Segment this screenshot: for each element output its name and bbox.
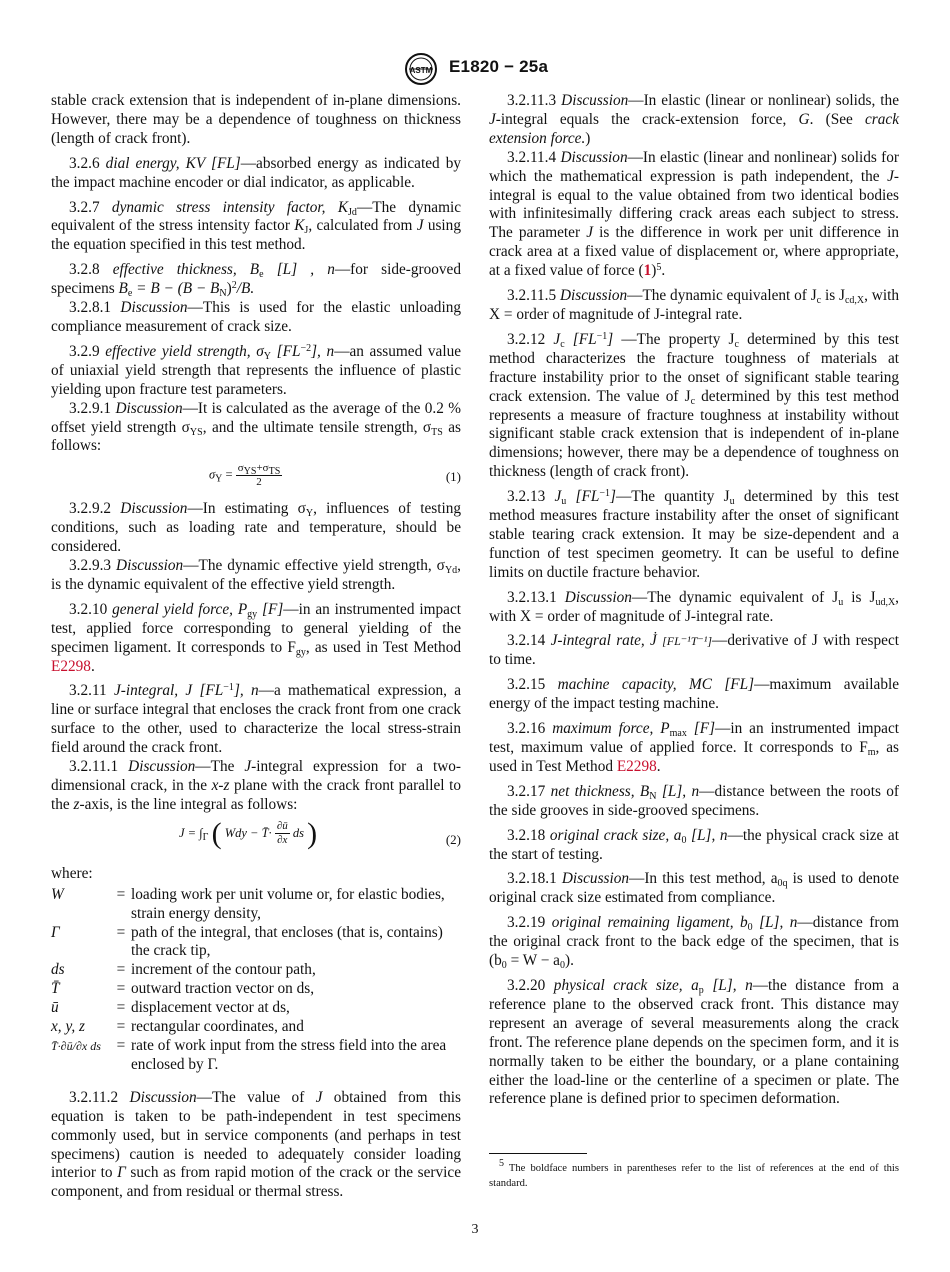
- definition-3-2-7: 3.2.7 dynamic stress intensity factor, $K_{Jd}—The$ dynamic equivalent of the stress intensity factor $K_J$, calculated from J using the equation specified in this test method.: [51, 198, 462, 254]
- symbol-definitions: [51, 886, 461, 1075]
- definition-3-2-20: 3.2.20 physical crack size, $a_p$ [L], n—the distance from a reference plane to the observed crack front. This distance may represent an average of several measurements along the crack front. The reference plane depends on the specimen form, and it is normally taken to be either the boundary, or a plane containing either the load-line or the centerline of a specimen or plate. The reference plane is defined prior to specimen deformation.: [489, 976, 899, 1108]
- discussion-3-2-18-1: 3.2.18.1 Discussion—In this test method, $a_{0q}$ is used to denote original crack size estimated from compliance.: [489, 870, 899, 907]
- definition-eq: =: [116, 923, 126, 941]
- definition-eq: =: [116, 999, 126, 1017]
- discussion-3-2-9-1: 3.2.9.1 Discussion—It is calculated as the average of the 0.2 % offset yield strength $\sigma_{YS}$, and the ultimate tensile strength, $\sigma_{TS}$ as follows:: [51, 399, 462, 455]
- definition-eq: =: [116, 980, 126, 998]
- definition-eq: =: [116, 961, 126, 979]
- definition-sym: T̄·∂ū/∂x ds: [51, 1038, 101, 1053]
- discussion-3-2-9-2: 3.2.9.2 Discussion—In estimating $\sigma_Y$, influences of testing conditions, such as loading rate and temperature, should be considered.: [51, 500, 461, 556]
- definition-text: rectangular coordinates, and: [131, 1018, 304, 1036]
- definition-3-2-14: 3.2.14 J-integral rate, J̇ [FL⁻¹T⁻¹]—derivative of J with respect to time.: [489, 632, 899, 669]
- definition-eq: =: [116, 1036, 126, 1054]
- definition-text: increment of the contour path,: [131, 961, 316, 979]
- footnote: $^5$ The boldface numbers in parentheses refer to the list of references at the end of this standard.: [489, 1158, 899, 1189]
- definition-sym: T̄: [51, 980, 60, 998]
- discussion-3-2-13-1: 3.2.13.1 Discussion—The dynamic equivalent of $J_u$ is $J_{ud,X}$, with X = order of magnitude of J-integral rate.: [489, 588, 899, 625]
- definition-3-2-11: 3.2.11 J-integral, J $[FL^{-1}]$, n—a mathematical expression, a line or surface integral that encloses the crack front from one crack surface to the other, used to characterize the local stress-strain field around the crack front.: [51, 682, 462, 757]
- definition-row: [51, 980, 461, 999]
- definition-text: outward traction vector on ds,: [131, 980, 315, 998]
- definition-text: path of the integral, that encloses (that is, contains) the crack tip,: [131, 923, 443, 960]
- page-number: 3: [471, 1222, 479, 1237]
- definition-text: rate of work input from the stress field into the area enclosed by Γ.: [131, 1036, 447, 1073]
- definition-3-2-12: 3.2.12 $J_c$ $[FL^{-1}]$ —The property $J_c$ determined by this test method characterizes the fracture toughness of materials at fracture instability prior to the onset of significant stable tearing crack extension. The value of $J_c$ determined by this test method represents a measure of fracture toughness at instability without significant stable crack extension that is independent of in-plane dimensions; however, there may be a dependence of toughness on thickness (length of crack front).: [489, 330, 900, 481]
- definition-row: [51, 1037, 461, 1075]
- definition-sym: ds: [51, 961, 65, 979]
- astm-logo-icon: [403, 52, 439, 86]
- definition-3-2-19: 3.2.19 original remaining ligament, $b_0$ [L], n—distance from the original crack front to the back edge of the specimen, that is $(b_0 = W - a_0)$.: [489, 914, 899, 972]
- definition-3-2-13: 3.2.13 $J_u$ $[FL^{-1}]—The$ quantity $J_u$ determined by this test method measures fracture instability after the onset of significant stable tearing crack extension. It may be size-dependent and a function of test specimen geometry. It can be useful to define limits on ductile fracture behavior.: [489, 488, 899, 581]
- equation-number: (1): [445, 469, 461, 485]
- definition-text: displacement vector at ds,: [131, 999, 290, 1017]
- definition-sym: W: [51, 885, 64, 903]
- definition-sym: x, y, z: [51, 1018, 85, 1036]
- definition-3-2-6: 3.2.6 dial energy, KV [FL]—absorbed energy as indicated by the impact machine encoder or dial indicator, as applicable.: [51, 154, 462, 191]
- reference-link[interactable]: 1: [643, 262, 652, 280]
- definition-3-2-15: 3.2.15 machine capacity, MC [FL]—maximum available energy of the impact testing machine.: [489, 676, 900, 713]
- discussion-3-2-11-5: 3.2.11.5 Discussion—The dynamic equivalent of $J_c$ is $J_{cd,X}$, with X = order of magnitude of J-integral rate.: [489, 287, 899, 323]
- page-header: [0, 52, 950, 86]
- where-label: where:: [51, 864, 93, 882]
- discussion-3-2-8-1: 3.2.8.1 Discussion—This is used for the elastic unloading compliance measurement of crack size.: [51, 299, 461, 335]
- link-e2298[interactable]: E2298: [616, 757, 657, 775]
- definition-sym: ū: [51, 999, 59, 1017]
- definition-sym: Γ: [51, 923, 60, 941]
- definition-3-2-9: 3.2.9 effective yield strength, $\sigma_Y$ $[FL^{-2}]$, n—an assumed value of uniaxial yield strength that represents the influence of plastic yielding upon fracture test parameters.: [51, 342, 462, 398]
- definition-3-2-18: 3.2.18 original crack size, $a_0$ [L], n—the physical crack size at the start of testing.: [489, 826, 899, 863]
- definition-row: [51, 886, 461, 924]
- footnote-divider: [489, 1153, 587, 1154]
- document-id: E1820 − 25a: [449, 57, 549, 76]
- paragraph: stable crack extension that is independent of in-plane dimensions. However, there may be a dependence of toughness on thickness (length of crack front).: [51, 92, 461, 147]
- definition-3-2-8: 3.2.8 effective thickness, $B_e$ [L] , n—for side-grooved specimens $B_e = B - (B - B_N)^2/B$.: [51, 261, 461, 300]
- discussion-3-2-11-2: 3.2.11.2 Discussion—The value of J obtained from this equation is taken to be path-independent in test specimens commonly used, but in service components (and perhaps in test specimens) caution is needed to adequately consider loading interior to Γ such as from rapid motion of the crack or the service component, and from residual or thermal stress.: [51, 1088, 462, 1201]
- discussion-3-2-11-4: 3.2.11.4 Discussion—In elastic (linear and nonlinear) solids for which the mathematical expression is path independent, the J-integral is equal to the value obtained from two identical bodies with infinitesimally differing crack areas each subject to stress. The parameter J is the difference in work per unit difference in crack area at a fixed value of displacement or, where appropriate, at a fixed value of force $(1)^5$.: [489, 148, 900, 280]
- discussion-3-2-9-3: 3.2.9.3 Discussion—The dynamic effective yield strength, $\sigma_{Yd}$, is the dynamic equivalent of the effective yield strength.: [51, 557, 461, 593]
- equation-2: $J = \int_\Gamma$ ( Wdy − T̄· $\frac{\partial ū}{\partial x}$ ds ) (2): [179, 816, 461, 850]
- definition-row: [51, 999, 461, 1018]
- footnote-mark: 5: [656, 262, 662, 274]
- definition-row: [51, 1018, 461, 1037]
- definition-3-2-17: 3.2.17 net thickness, $B_N$ [L], n—distance between the roots of the side grooves in side-grooved specimens.: [489, 782, 899, 819]
- equation-1: $\sigma_Y$ = $\frac{\sigma_{YS}+\sigma_{TS}}{2}$ (1): [209, 462, 461, 489]
- definition-eq: =: [116, 885, 126, 903]
- right-column: [489, 92, 899, 1115]
- discussion-3-2-11-1: 3.2.11.1 Discussion—The J-integral expression for a two-dimensional crack, in the x-z plane with the crack front parallel to the z-axis, is the line integral as follows:: [51, 758, 462, 813]
- svg-text:ASTM: ASTM: [409, 66, 433, 75]
- definition-3-2-10: 3.2.10 general yield force, $P_{gy}$ [F]—in an instrumented impact test, applied force corresponding to general yielding of the specimen ligament. It corresponds to $F_{gy}$, as used in Test Method E2298.: [51, 600, 461, 675]
- discussion-3-2-11-3: 3.2.11.3 Discussion—In elastic (linear or nonlinear) solids, the J-integral equals the crack-extension force, G. (See crack extension force.): [489, 92, 899, 147]
- definition-eq: =: [116, 1018, 126, 1036]
- definition-3-2-16: 3.2.16 maximum force, $P_{max}$ [F]—in an instrumented impact test, maximum value of applied force. It corresponds to $F_m$, as used in Test Method E2298.: [489, 720, 899, 775]
- definition-row: [51, 961, 461, 980]
- equation-number: (2): [445, 831, 461, 847]
- link-e2298[interactable]: E2298: [51, 657, 91, 675]
- left-column: [51, 92, 461, 1202]
- definition-text: loading work per unit volume or, for elastic bodies, strain energy density,: [131, 885, 445, 922]
- definition-row: [51, 924, 461, 962]
